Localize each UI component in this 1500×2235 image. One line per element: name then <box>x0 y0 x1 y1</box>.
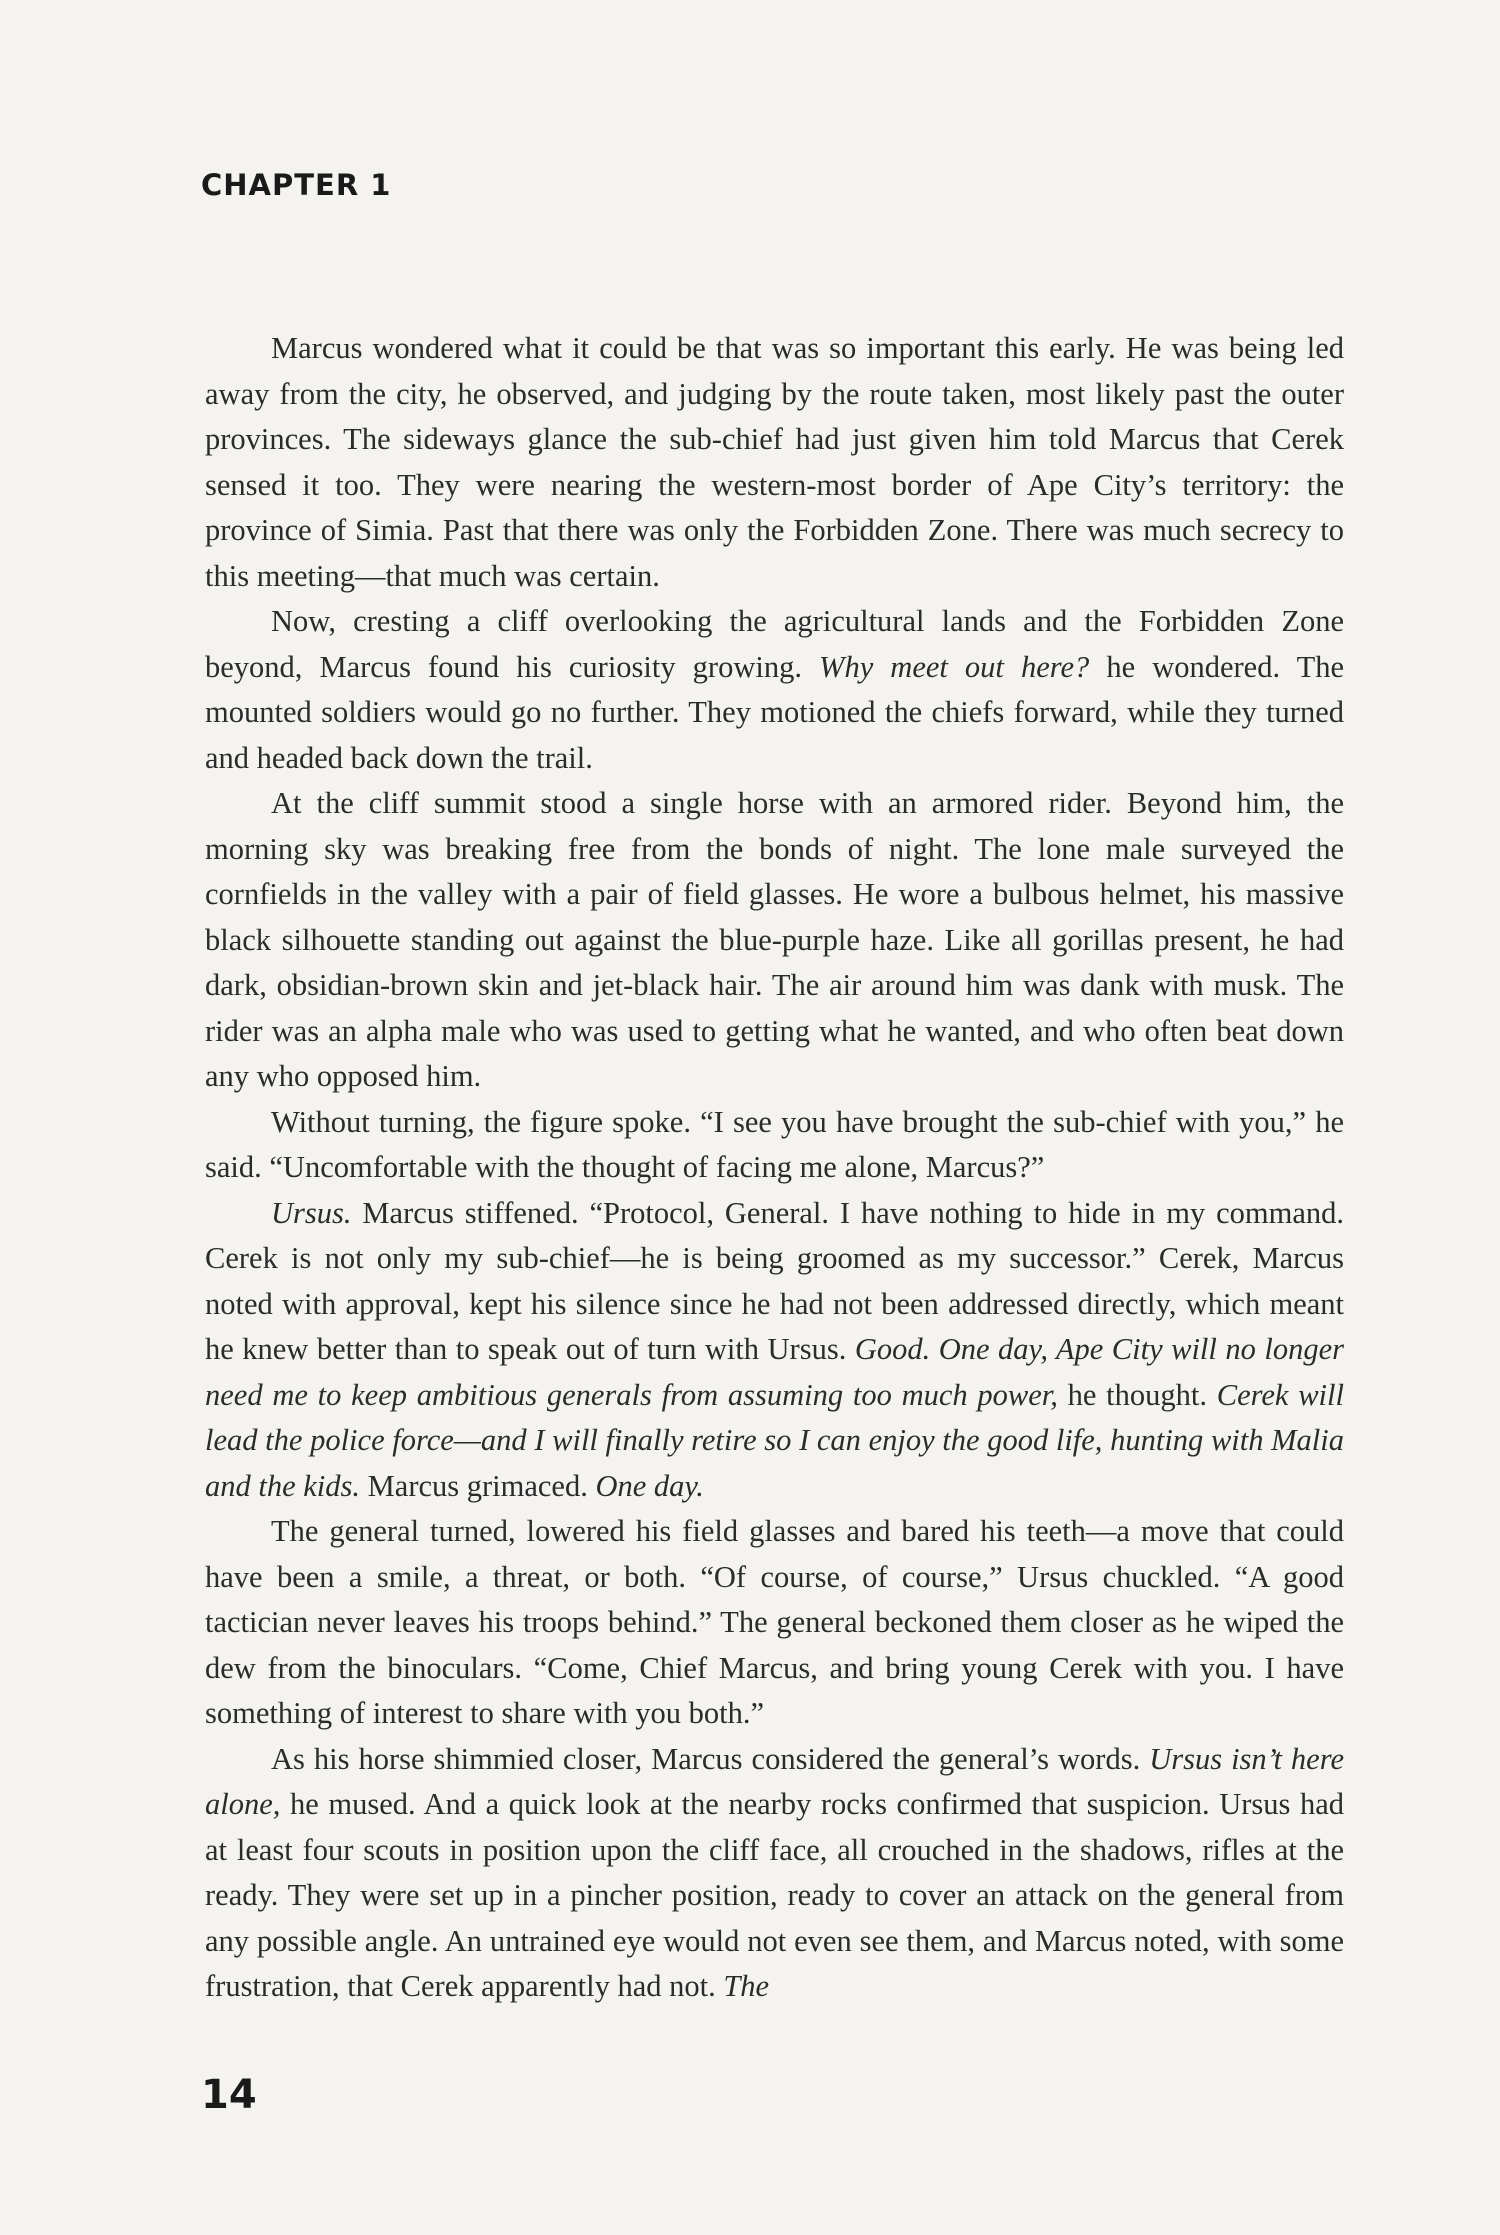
paragraph <box>205 326 1344 599</box>
italic-run: Ursus isn’t here alone, <box>205 1741 1344 1821</box>
body-text <box>205 326 1344 2010</box>
text-run: he wondered. The mounted soldiers would go no further. They motioned the chiefs forward, while they turned and headed back down the trail. <box>205 649 1345 775</box>
italic-run: Good. One day, Ape City will no longer need me to keep ambitious generals from assuming too much power, <box>205 1332 1344 1412</box>
text-run: As his horse shimmied closer, Marcus considered the general’s words. <box>271 1741 1150 1776</box>
italic-run: The <box>723 1969 770 2003</box>
italic-run: Ursus. <box>271 1195 352 1230</box>
paragraph <box>205 1509 1344 1737</box>
text-run: Marcus wondered what it could be that was so important this early. He was being led away from the city, he observed, and judging by the route taken, most likely past the outer provinces. The sideways glance the sub-chief had just given him told Marcus that Cerek sensed it too. They were nearing the western-most border of Ape City’s territory: the province of Simia. Past that there was only the Forbidden Zone. There was much secrecy to this meeting—that much was certain. <box>205 331 1344 593</box>
paragraph <box>205 1191 1344 1510</box>
italic-run: One day. <box>595 1468 704 1503</box>
paragraph <box>205 1737 1344 2010</box>
italic-run: Why meet out here? <box>819 649 1090 684</box>
text-run: Without turning, the figure spoke. “I see you have brought the sub-chief with you,” he said. “Uncomfortable with the thought of facing me alone, Marcus?” <box>205 1104 1344 1184</box>
text-run: The general turned, lowered his field glasses and bared his teeth—a move that could have been a smile, a threat, or both. “Of course, of course,” Ursus chuckled. “A good tactician never leaves his troops behind.” The general beckoned them closer as he wiped the dew from the binoculars. “Come, Chief Marcus, and bring young Cerek with you. I have something of interest to share with you both.” <box>205 1514 1344 1730</box>
page-number: 14 <box>201 2072 257 2118</box>
text-run: Marcus grimaced. <box>360 1468 596 1503</box>
chapter-heading: CHAPTER 1 <box>201 168 392 202</box>
text-run: Marcus stiffened. “Protocol, General. I have nothing to hide in my command. Cerek is not only my sub-chief—he is being groomed as my successor.” Cerek, Marcus noted with approval, kept his silence since he had not been addressed directly, which meant he knew better than to speak out of turn with Ursus. <box>205 1195 1344 1366</box>
paragraph <box>205 1100 1344 1191</box>
text-run: Now, cresting a cliff overlooking the agricultural lands and the Forbidden Zone beyond, Marcus found his curiosity growing. <box>205 604 1344 684</box>
text-run: he mused. And a quick look at the nearby rocks confirmed that suspicion. Ursus had at least four scouts in position upon the cliff face, all crouched in the shadows, rifles at the ready. They were set up in a pincher position, ready to cover an attack on the general from any possible angle. An untrained eye would not even see them, and Marcus noted, with some frustration, that Cerek apparently had not. <box>205 1787 1344 2003</box>
text-run: At the cliff summit stood a single horse with an armored rider. Beyond him, the morning sky was breaking free from the bonds of night. The lone male surveyed the cornfields in the valley with a pair of field glasses. He wore a bulbous helmet, his massive black silhouette standing out against the blue-purple haze. Like all gorillas present, he had dark, obsidian-brown skin and jet-black hair. The air around him was dank with musk. The rider was an alpha male who was used to getting what he wanted, and who often beat down any who opposed him. <box>205 786 1344 1093</box>
italic-run: Cerek will lead the police force—and I will finally retire so I can enjoy the good life, hunting with Malia and the kids. <box>205 1377 1344 1503</box>
text-run: he thought. <box>1057 1377 1217 1412</box>
paragraph <box>205 781 1344 1100</box>
paragraph <box>205 599 1344 781</box>
